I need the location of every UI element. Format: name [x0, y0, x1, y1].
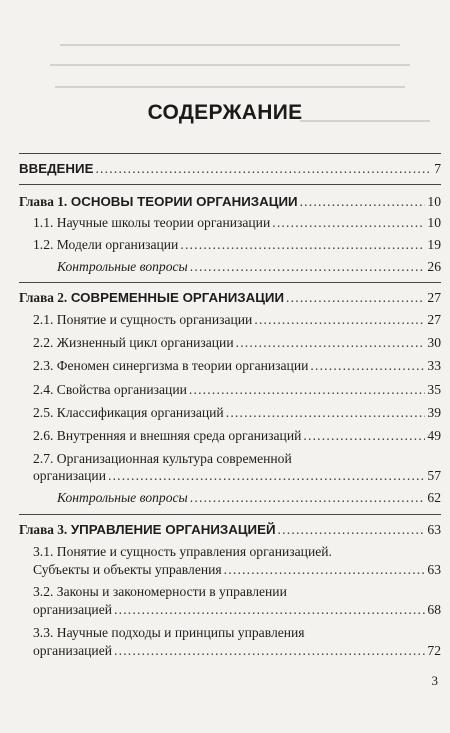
toc-entry[interactable]	[33, 561, 441, 579]
leader-dots	[95, 160, 432, 178]
entry-label: организации	[33, 468, 106, 483]
divider	[19, 153, 441, 154]
entry-label-line1: 3.2. Законы и закономерности в управлении	[33, 584, 287, 599]
toc-entry[interactable]	[33, 467, 441, 485]
leader-dots	[278, 521, 426, 539]
toc-entry[interactable]	[33, 334, 441, 352]
leader-dots	[286, 289, 425, 307]
chapter-title: СОВРЕМЕННЫЕ ОРГАНИЗАЦИИ	[70, 290, 285, 305]
entry-label: 2.4. Свойства организации	[33, 382, 187, 397]
leader-dots	[272, 214, 425, 232]
toc-entry[interactable]	[33, 311, 441, 329]
toc-chapter-3[interactable]	[19, 521, 441, 539]
divider	[19, 514, 441, 515]
toc-chapter-1[interactable]	[19, 193, 441, 211]
entry-page: 63	[427, 522, 441, 537]
leader-dots	[300, 193, 426, 211]
entry-label: 2.2. Жизненный цикл организации	[33, 335, 234, 350]
entry-label: 2.6. Внутренняя и внешняя среда организаций	[33, 428, 302, 443]
leader-dots	[114, 642, 425, 660]
leader-dots	[114, 601, 425, 619]
toc-entry[interactable]	[33, 381, 441, 399]
entry-label: 2.3. Феномен синергизма в теории организации	[33, 358, 309, 373]
entry-page: 49	[427, 428, 441, 443]
chapter-label	[19, 521, 276, 539]
toc-entry[interactable]	[33, 601, 441, 619]
page-title: СОДЕРЖАНИЕ	[147, 101, 303, 124]
entry-label: Контрольные вопросы	[57, 490, 188, 505]
leader-dots	[236, 334, 426, 352]
entry-page: 27	[427, 290, 441, 305]
leader-dots	[180, 236, 425, 254]
entry-page: 57	[427, 468, 441, 483]
toc-entry[interactable]	[33, 236, 441, 254]
chapter-prefix: Глава 1.	[19, 194, 68, 209]
toc-entry[interactable]	[33, 427, 441, 445]
entry-label: 2.1. Понятие и сущность организации	[33, 312, 253, 327]
entry-label-line1: 3.1. Понятие и сущность управления организацией.	[33, 544, 332, 559]
page-number: 3	[431, 673, 438, 688]
leader-dots	[226, 404, 426, 422]
toc-entry[interactable]	[33, 642, 441, 660]
leader-dots	[189, 381, 426, 399]
chapter-title: ОСНОВЫ ТЕОРИИ ОРГАНИЗАЦИИ	[70, 194, 298, 209]
chapter-prefix: Глава 3.	[19, 522, 68, 537]
entry-page: 33	[427, 358, 441, 373]
chapter-label	[19, 193, 298, 211]
leader-dots	[254, 311, 425, 329]
divider	[19, 282, 441, 283]
entry-page: 39	[427, 405, 441, 420]
entry-label: 2.5. Классификация организаций	[33, 405, 224, 420]
chapter-label	[19, 289, 284, 307]
entry-page: 10	[427, 194, 441, 209]
entry-label: организацией	[33, 643, 113, 658]
entry-label: 1.2. Модели организации	[33, 237, 179, 252]
entry-page: 30	[427, 335, 441, 350]
entry-label: ВВЕДЕНИЕ	[19, 161, 94, 176]
entry-page: 68	[427, 602, 441, 617]
leader-dots	[224, 561, 426, 579]
entry-label-line1: 3.3. Научные подходы и принципы управления	[33, 625, 305, 640]
toc-entry-intro[interactable]	[19, 160, 441, 178]
chapter-title: УПРАВЛЕНИЕ ОРГАНИЗАЦИЕЙ	[70, 522, 276, 537]
leader-dots	[310, 357, 425, 375]
entry-label: Контрольные вопросы	[57, 259, 188, 274]
entry-label: Субъекты и объекты управления	[33, 562, 222, 577]
toc-questions[interactable]	[57, 489, 441, 507]
entry-label-line1: 2.7. Организационная культура современной	[33, 451, 292, 466]
entry-page: 63	[427, 562, 441, 577]
entry-page: 35	[427, 382, 441, 397]
entry-page: 26	[427, 259, 441, 274]
entry-page: 62	[427, 490, 441, 505]
toc-entry[interactable]	[33, 357, 441, 375]
toc-entry[interactable]	[33, 404, 441, 422]
leader-dots	[190, 258, 426, 276]
toc-questions[interactable]	[57, 258, 441, 276]
leader-dots	[108, 467, 425, 485]
divider	[19, 184, 441, 185]
leader-dots	[303, 427, 425, 445]
entry-label: 1.1. Научные школы теории организации	[33, 215, 271, 230]
entry-page: 10	[427, 215, 441, 230]
toc-chapter-2[interactable]	[19, 289, 441, 307]
entry-page: 27	[427, 312, 441, 327]
toc-entry[interactable]	[33, 214, 441, 232]
entry-page: 72	[427, 643, 441, 658]
entry-page: 19	[427, 237, 441, 252]
entry-page: 7	[434, 161, 441, 176]
leader-dots	[190, 489, 426, 507]
entry-label: организацией	[33, 602, 113, 617]
chapter-prefix: Глава 2.	[19, 290, 68, 305]
